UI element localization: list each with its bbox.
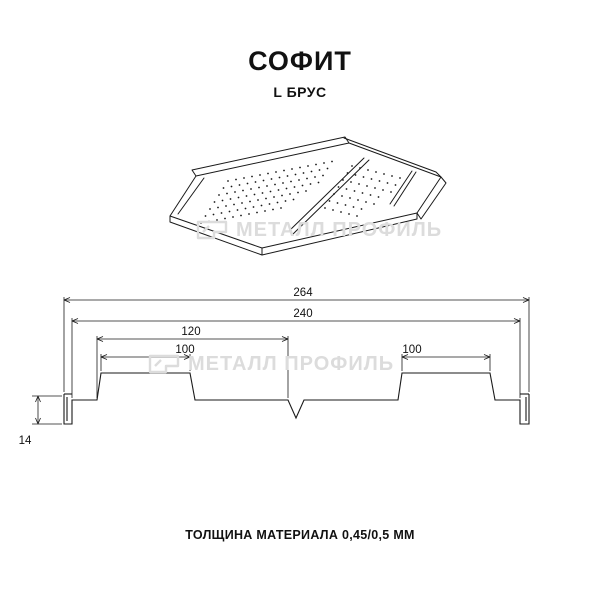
watermark-lower: [150, 353, 394, 375]
dimension-panel-a-width: 120: [181, 326, 201, 338]
perforation-pattern-right: [324, 165, 401, 217]
watermark-text: МЕТАЛЛ ПРОФИЛЬ: [188, 353, 395, 375]
page-title: СОФИТ: [248, 46, 352, 76]
dimension-total-width: 264: [293, 287, 313, 299]
material-thickness-note: ТОЛЩИНА МАТЕРИАЛА 0,45/0,5 ММ: [185, 528, 415, 542]
dimension-panel-a-flat: 100: [175, 344, 195, 356]
page-subtitle: L БРУС: [273, 84, 327, 100]
watermark-upper: [198, 219, 442, 241]
cross-section-profile: [64, 373, 529, 424]
dimension-height: 14: [18, 435, 32, 447]
dimension-cover-width: 240: [293, 308, 313, 320]
watermark-text: МЕТАЛЛ ПРОФИЛЬ: [236, 219, 443, 241]
dimension-panel-b-flat: 100: [402, 344, 422, 356]
